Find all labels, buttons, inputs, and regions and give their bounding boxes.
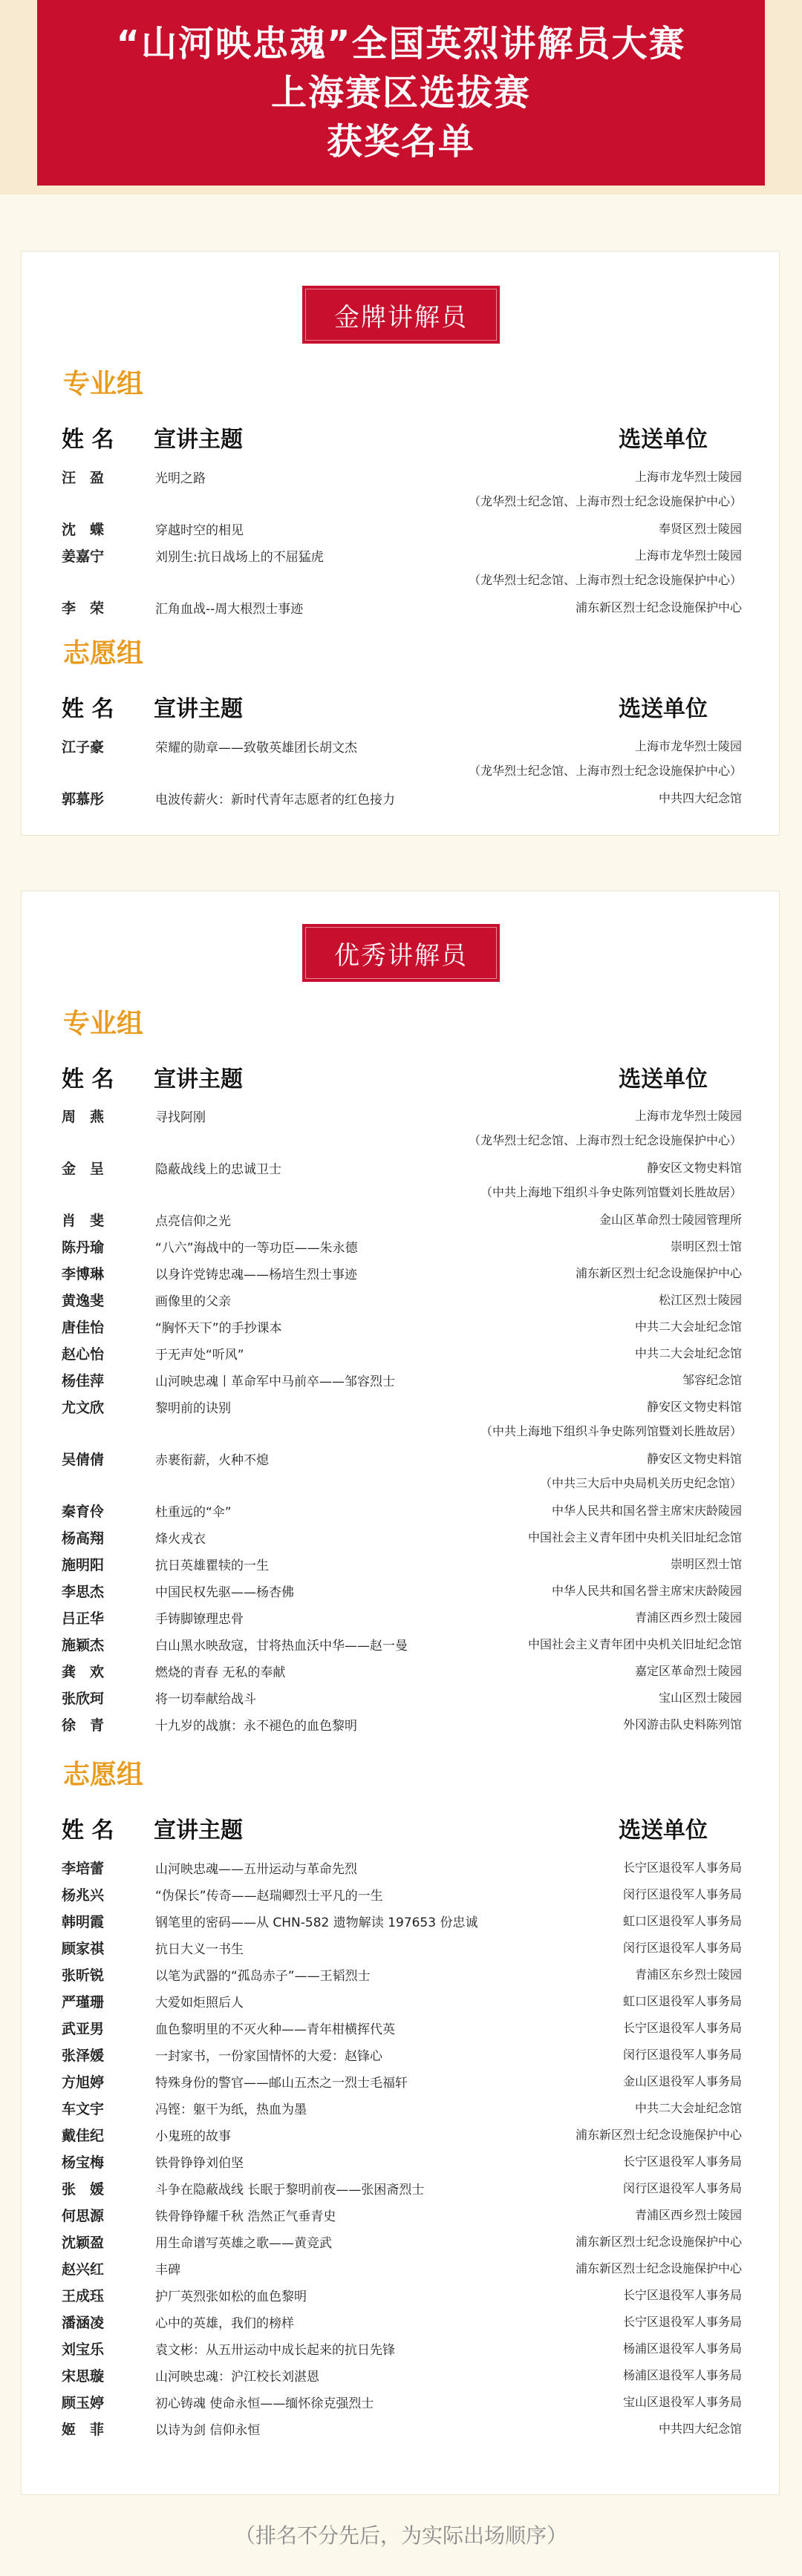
sending-unit: 崇明区烈士馆: [670, 1239, 742, 1253]
list-item: [22, 2151, 779, 2178]
speech-topic: 电波传薪火：新时代青年志愿者的红色接力: [155, 793, 395, 807]
winner-name: 刘宝乐: [62, 2341, 105, 2358]
col-header-unit: 选送单位: [619, 1818, 708, 1843]
speech-topic: 白山黑水映敌寇，甘将热血沃中华——赵一曼: [155, 1639, 408, 1654]
speech-topic: 抗日大义一书生: [155, 1942, 244, 1957]
sending-unit: 嘉定区革命烈士陵园: [634, 1664, 742, 1678]
speech-topic: 冯铿：躯干为纸，热血为墨: [155, 2103, 307, 2117]
speech-topic: 山河映忠魂：沪江校长刘湛恩: [155, 2370, 319, 2385]
sending-unit: 闵行区退役军人事务局: [622, 1887, 742, 1901]
winner-name: 张欣珂: [62, 1691, 105, 1707]
speech-topic: 燃烧的青春 无私的奉献: [155, 1665, 286, 1680]
speech-topic: 特殊身份的警官——邮山五杰之一烈士毛福轩: [155, 2076, 408, 2091]
winner-name: 沈 蝶: [62, 522, 105, 538]
speech-topic: 以诗为剑 信仰永恒: [155, 2423, 261, 2438]
col-header-name: 姓 名: [62, 1818, 114, 1843]
sending-unit: 浦东新区烈士纪念设施保护中心: [575, 1266, 742, 1280]
sending-unit-note: （龙华烈士纪念馆、上海市烈士纪念设施保护中心）: [468, 573, 742, 587]
sending-unit: 上海市龙华烈士陵园: [634, 739, 742, 753]
sending-unit: 邹容纪念馆: [682, 1373, 742, 1387]
speech-topic: 以笔为武器的“孤岛赤子”——王韬烈士: [155, 1969, 371, 1984]
winner-name: 吕正华: [62, 1610, 105, 1627]
winner-name: 杨佳萍: [62, 1373, 105, 1389]
speech-topic: 用生命谱写英雄之歌——黄竞武: [155, 2236, 332, 2251]
col-header-name: 姓 名: [62, 427, 114, 453]
col-header-topic: 宣讲主题: [154, 1066, 243, 1092]
excellent-badge: 优秀讲解员: [302, 924, 500, 982]
list-item: [22, 736, 779, 778]
award-list-title: 获奖名单: [326, 121, 475, 163]
list-item: [22, 1938, 779, 1964]
sending-unit-note: （龙华烈士纪念馆、上海市烈士纪念设施保护中心）: [468, 764, 742, 778]
sending-unit: 中共二大会址纪念馆: [634, 1320, 742, 1334]
list-item: [22, 1581, 779, 1607]
sending-unit: 上海市龙华烈士陵园: [634, 548, 742, 563]
col-header-topic: 宣讲主题: [154, 427, 243, 453]
winner-name: 唐佳怡: [62, 1320, 105, 1336]
sending-unit: 宝山区退役军人事务局: [622, 2395, 742, 2409]
winner-name: 龚 欢: [62, 1664, 105, 1680]
speech-topic: 抗日英雄瞿犊的一生: [155, 1559, 269, 1573]
speech-topic: 穿越时空的相见: [155, 523, 244, 538]
speech-topic: 丰碑: [155, 2263, 180, 2278]
speech-topic: 小鬼班的故事: [155, 2129, 231, 2144]
speech-topic: 十九岁的战旗：永不褪色的血色黎明: [155, 1719, 357, 1734]
speech-topic: 于无声处“听风”: [155, 1348, 244, 1363]
list-item: [22, 1317, 779, 1343]
winner-name: 金 呈: [62, 1161, 105, 1177]
winner-name: 顾家祺: [62, 1941, 105, 1957]
gold-badge: 金牌讲解员: [302, 286, 500, 344]
list-item: [22, 1527, 779, 1554]
sending-unit: 杨浦区退役军人事务局: [622, 2368, 742, 2382]
winner-name: 秦育伶: [62, 1504, 105, 1520]
winner-name: 郭慕彤: [62, 791, 105, 807]
sending-unit: 中共四大纪念馆: [658, 791, 742, 805]
winner-name: 黄逸斐: [62, 1293, 105, 1309]
speech-topic: 杜重远的“伞”: [155, 1505, 232, 1520]
col-header-name: 姓 名: [62, 696, 114, 722]
sending-unit: 宝山区烈士陵园: [658, 1691, 742, 1705]
sending-unit: 长宁区退役军人事务局: [622, 2021, 742, 2035]
winner-name: 赵兴红: [62, 2261, 105, 2278]
speech-topic: 大爱如炬照后人: [155, 1996, 244, 2010]
sending-unit: 浦东新区烈士纪念设施保护中心: [575, 600, 742, 614]
speech-topic: 点亮信仰之光: [155, 1214, 231, 1229]
speech-topic: 隐蔽战线上的忠诚卫士: [155, 1162, 281, 1177]
speech-topic: 将一切奉献给战斗: [155, 1692, 256, 1707]
list-item: [22, 1911, 779, 1938]
sending-unit: 静安区文物史料馆: [646, 1161, 742, 1175]
sending-unit: 中国社会主义青年团中央机关旧址纪念馆: [527, 1637, 742, 1651]
sending-unit: 静安区文物史料馆: [646, 1400, 742, 1414]
list-item: [22, 2018, 779, 2045]
speech-topic: 斗争在隐蔽战线 长眠于黎明前夜——张困斋烈士: [155, 2183, 425, 2198]
speech-topic: 寻找阿刚: [155, 1110, 206, 1125]
sending-unit: 长宁区退役军人事务局: [622, 2154, 742, 2169]
sending-unit: 虹口区退役军人事务局: [622, 1994, 742, 2008]
list-item: [22, 1397, 779, 1438]
col-header-unit: 选送单位: [619, 427, 708, 453]
speech-topic: 黎明前的诀别: [155, 1401, 231, 1416]
list-item: [22, 1290, 779, 1317]
winner-name: 杨高翔: [62, 1530, 105, 1547]
list-item: [22, 2419, 779, 2445]
winner-name: 尤文欣: [62, 1400, 105, 1416]
sending-unit: 上海市龙华烈士陵园: [634, 1109, 742, 1123]
list-item: [22, 1714, 779, 1741]
list-item: [22, 788, 779, 815]
sending-unit: 闵行区退役军人事务局: [622, 1941, 742, 1955]
list-item: [22, 1884, 779, 1911]
list-item: [22, 1158, 779, 1199]
contest-title: “山河映忠魂”全国英烈讲解员大赛: [116, 23, 686, 65]
sending-unit: 闵行区退役军人事务局: [622, 2048, 742, 2062]
list-item: [22, 1106, 779, 1147]
winner-name: 赵心怡: [62, 1346, 105, 1363]
speech-topic: 山河映忠魂——五卅运动与革命先烈: [155, 1862, 357, 1877]
speech-topic: “伪保长”传奇——赵瑞卿烈士平凡的一生: [155, 1889, 383, 1904]
winner-name: 车文宇: [62, 2101, 105, 2117]
list-item: [22, 1964, 779, 1991]
speech-topic: 山河映忠魂丨革命军中马前卒——邹容烈士: [155, 1374, 395, 1389]
list-item: [22, 1858, 779, 1884]
speech-topic: 赤裹衔薪，火种不熄: [155, 1453, 269, 1468]
excellent-vol-group-title: 志愿组: [63, 1760, 144, 1790]
list-item: [22, 2071, 779, 2098]
winner-name: 李 荣: [62, 600, 105, 617]
list-item: [22, 2339, 779, 2365]
winner-name: 潘涵凌: [62, 2315, 105, 2331]
sending-unit-note: （龙华烈士纪念馆、上海市烈士纪念设施保护中心）: [468, 1133, 742, 1147]
speech-topic: “胸怀天下”的手抄课本: [155, 1321, 282, 1336]
speech-topic: 光明之路: [155, 471, 206, 486]
list-item: [22, 1263, 779, 1290]
list-item: [22, 519, 779, 545]
list-item: [22, 2098, 779, 2125]
speech-topic: “八六”海战中的一等功臣——朱永德: [155, 1241, 358, 1256]
list-item: [22, 2125, 779, 2151]
list-item: [22, 1343, 779, 1370]
winner-name: 严瑾珊: [62, 1994, 105, 2010]
winner-name: 姜嘉宁: [62, 548, 105, 565]
speech-topic: 手铸脚镣理忠骨: [155, 1612, 244, 1627]
speech-topic: 心中的英雄，我们的榜样: [155, 2316, 294, 2331]
sending-unit: 外冈游击队史料陈列馆: [622, 1717, 742, 1731]
winner-name: 李博琳: [62, 1266, 105, 1282]
list-item: [22, 2365, 779, 2392]
col-header-unit: 选送单位: [619, 1066, 708, 1092]
list-item: [22, 2258, 779, 2285]
speech-topic: 护厂英烈张如松的血色黎明: [155, 2290, 307, 2304]
sending-unit: 奉贤区烈士陵园: [658, 522, 742, 536]
list-item: [22, 545, 779, 587]
winner-name: 王成珏: [62, 2288, 105, 2304]
speech-topic: 一封家书，一份家国情怀的大爱：赵锋心: [155, 2049, 382, 2064]
speech-topic: 铁骨铮铮刘伯坚: [155, 2156, 244, 2171]
sending-unit: 崇明区烈士馆: [670, 1557, 742, 1571]
list-item: [22, 467, 779, 508]
sending-unit: 青浦区西乡烈士陵园: [634, 1610, 742, 1625]
sending-unit: 中共二大会址纪念馆: [634, 1346, 742, 1360]
speech-topic: 刘别生:抗日战场上的不屈猛虎: [155, 550, 324, 565]
sending-unit: 静安区文物史料馆: [646, 1452, 742, 1466]
contest-subtitle: 上海赛区选拔赛: [270, 72, 531, 114]
list-item: [22, 1688, 779, 1714]
sending-unit: 上海市龙华烈士陵园: [634, 470, 742, 484]
list-item: [22, 1501, 779, 1527]
sending-unit: 金山区退役军人事务局: [622, 2074, 742, 2088]
sending-unit: 中共二大会址纪念馆: [634, 2101, 742, 2115]
list-item: [22, 1554, 779, 1581]
winner-name: 韩明霞: [62, 1914, 105, 1930]
speech-topic: 荣耀的勋章——致敬英雄团长胡文杰: [155, 741, 357, 756]
sending-unit-note: （龙华烈士纪念馆、上海市烈士纪念设施保护中心）: [468, 494, 742, 508]
list-item: [22, 2285, 779, 2312]
winner-name: 姬 菲: [62, 2422, 105, 2438]
list-item: [22, 2392, 779, 2419]
excellent-pro-group-title: 专业组: [63, 1009, 144, 1039]
winner-name: 周 燕: [62, 1109, 105, 1125]
gold-award-card: [21, 251, 780, 836]
sending-unit: 中国社会主义青年团中央机关旧址纪念馆: [527, 1530, 742, 1544]
col-header-name: 姓 名: [62, 1066, 114, 1092]
header-banner: [37, 0, 765, 186]
speech-topic: 血色黎明里的不灭火种——青年柑横挥代英: [155, 2022, 395, 2037]
excellent-award-card: [21, 891, 780, 2495]
list-item: [22, 597, 779, 624]
speech-topic: 以身许党铸忠魂——杨培生烈士事迹: [155, 1268, 357, 1282]
winner-name: 张 媛: [62, 2181, 105, 2198]
sending-unit: 中共四大纪念馆: [658, 2422, 742, 2436]
sending-unit: 杨浦区退役军人事务局: [622, 2341, 742, 2356]
sending-unit-note: （中共上海地下组织斗争史陈列馆暨刘长胜故居）: [480, 1424, 742, 1438]
speech-topic: 袁文彬：从五卅运动中成长起来的抗日先锋: [155, 2343, 395, 2358]
winner-name: 陈丹瑜: [62, 1239, 105, 1256]
winner-name: 戴佳纪: [62, 2128, 105, 2144]
winner-name: 江子豪: [62, 739, 105, 756]
winner-name: 吴倩倩: [62, 1452, 105, 1468]
winner-name: 武亚男: [62, 2021, 105, 2037]
list-item: [22, 2205, 779, 2232]
winner-name: 李培蕾: [62, 1861, 105, 1877]
speech-topic: 烽火戎衣: [155, 1532, 206, 1547]
list-item: [22, 1370, 779, 1397]
footer-note: （排名不分先后，为实际出场顺序）: [234, 2523, 567, 2548]
speech-topic: 钢笔里的密码——从 CHN-582 遗物解读 197653 份忠诚: [155, 1915, 478, 1930]
list-item: [22, 1210, 779, 1236]
sending-unit: 中华人民共和国名誉主席宋庆龄陵园: [551, 1504, 742, 1518]
col-header-topic: 宣讲主题: [154, 1818, 243, 1843]
winner-name: 杨宝梅: [62, 2154, 105, 2171]
sending-unit: 中华人民共和国名誉主席宋庆龄陵园: [551, 1584, 742, 1598]
list-item: [22, 1661, 779, 1688]
winner-name: 方旭婷: [62, 2074, 105, 2091]
winner-name: 施颖杰: [62, 1637, 105, 1654]
speech-topic: 中国民权先驱——杨杏佛: [155, 1585, 294, 1600]
sending-unit: 浦东新区烈士纪念设施保护中心: [575, 2128, 742, 2142]
gold-vol-group-title: 志愿组: [63, 638, 144, 669]
winner-name: 沈颖盈: [62, 2235, 105, 2251]
sending-unit-note: （中共上海地下组织斗争史陈列馆暨刘长胜故居）: [480, 1185, 742, 1199]
sending-unit: 金山区革命烈士陵园管理所: [599, 1213, 742, 1227]
speech-topic: 铁骨铮铮耀千秋 浩然正气垂青史: [155, 2209, 336, 2224]
sending-unit: 青浦区西乡烈士陵园: [634, 2208, 742, 2222]
winner-name: 肖 斐: [62, 1213, 105, 1229]
col-header-topic: 宣讲主题: [154, 696, 243, 722]
col-header-unit: 选送单位: [619, 696, 708, 722]
sending-unit: 长宁区退役军人事务局: [622, 2315, 742, 2329]
winner-name: 张昕锐: [62, 1967, 105, 1984]
winner-name: 杨兆兴: [62, 1887, 105, 1904]
list-item: [22, 1607, 779, 1634]
list-item: [22, 1449, 779, 1490]
sending-unit-note: （中共三大后中央局机关历史纪念馆）: [539, 1476, 742, 1490]
winner-name: 施明阳: [62, 1557, 105, 1573]
sending-unit: 虹口区退役军人事务局: [622, 1914, 742, 1928]
sending-unit: 浦东新区烈士纪念设施保护中心: [575, 2235, 742, 2249]
list-item: [22, 2045, 779, 2071]
sending-unit: 长宁区退役军人事务局: [622, 1861, 742, 1875]
sending-unit: 浦东新区烈士纪念设施保护中心: [575, 2261, 742, 2275]
winner-name: 汪 盈: [62, 470, 105, 486]
list-item: [22, 1991, 779, 2018]
list-item: [22, 2178, 779, 2205]
list-item: [22, 1236, 779, 1263]
sending-unit: 闵行区退役军人事务局: [622, 2181, 742, 2195]
list-item: [22, 1634, 779, 1661]
speech-topic: 汇角血战--周大根烈士事迹: [155, 602, 304, 617]
winner-name: 李思杰: [62, 1584, 105, 1600]
list-item: [22, 2232, 779, 2258]
gold-pro-group-title: 专业组: [63, 369, 144, 399]
winner-name: 张泽媛: [62, 2048, 105, 2064]
speech-topic: 画像里的父亲: [155, 1294, 231, 1309]
list-item: [22, 2312, 779, 2339]
winner-name: 何思源: [62, 2208, 105, 2224]
sending-unit: 松江区烈士陵园: [658, 1293, 742, 1307]
sending-unit: 青浦区东乡烈士陵园: [634, 1967, 742, 1982]
winner-name: 宋思璇: [62, 2368, 105, 2385]
winner-name: 顾玉婷: [62, 2395, 105, 2411]
speech-topic: 初心铸魂 使命永恒——缅怀徐克强烈士: [155, 2396, 374, 2411]
sending-unit: 长宁区退役军人事务局: [622, 2288, 742, 2302]
winner-name: 徐 青: [62, 1717, 105, 1734]
